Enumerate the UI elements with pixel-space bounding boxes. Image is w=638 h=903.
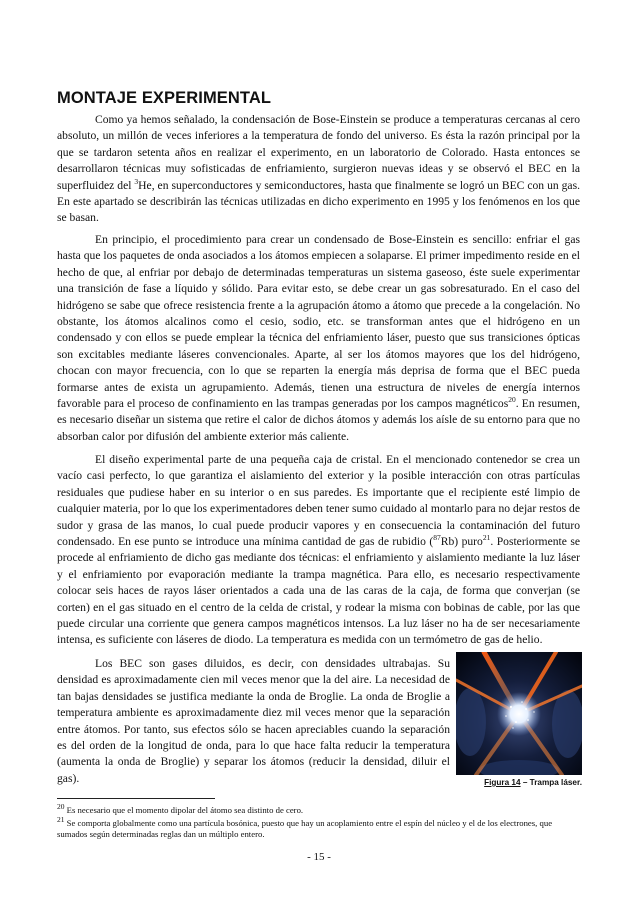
- paragraph-1-text-a: Como ya hemos señalado, la condensación de Bose-Einstein se produce a temperaturas cercanas al cero absoluto, un millón de veces inferiores a la temperatura de fondo del universo. Es ésta la razón principal por la que se tardaron setenta años en realizar el experimento, en un laboratorio de Colorado. Hasta entonces se desarrollaron técnicas muy sofisticadas de enfriamiento, surgieron nuevas ideas y se observó el BEC en la superfluidez del: [57, 113, 580, 192]
- paragraph-1-text-b: He, en superconductores y semiconductores, hasta que finalmente se logró un BEC con un gas. En este apartado se describirán las técnicas utilizadas en dicho experimento en 1995 y los fenómenos en los que se basan.: [57, 178, 580, 225]
- footnote-number: 20: [57, 802, 65, 812]
- paragraph-3: [57, 452, 580, 649]
- superscript-he3: 3: [134, 176, 139, 186]
- paragraph-4: [57, 656, 450, 787]
- paragraph-4-text: Los BEC son gases diluidos, es decir, con densidades ultrabajas. Su densidad es aproximadamente cien mil veces menor que la del aire. La necesidad de tan bajas densidades se justifica mediante la onda de Broglie. La onda de Broglie a temperatura ambiente es aproximadamente diez mil veces menor que la separación entre átomos. Por tanto, sus efectos sólo se hacen apreciables cuando la separación es del orden de la longitud de onda, para lo que hace falta reducir la temperatura (aumenta la onda de Broglie) y separar los átomos (reducir la densidad, diluir el gas).: [57, 657, 450, 785]
- paragraph-2-text-b: . En resumen, es necesario diseñar un sistema que retire el calor de dichos átomos y además los aísle de su entorno para que no absorban calor por difusión del ambiente exterior más caliente.: [57, 397, 580, 443]
- laser-trap-figure: [456, 652, 582, 775]
- paragraph-2: [57, 232, 580, 445]
- paragraph-3-text-c: . Posteriormente se procede al enfriamiento de dicho gas mediante dos técnicas: el enfriamiento y aislamiento mediante la luz láser y el enfriamiento por evaporación mediante la trampa magnética. Para ello, es necesario respectivamente colocar seis haces de rayos láser orientados a cada una de las caras de la caja, de forma que converjan (se corten) en el gas situado en el centro de la celda de cristal, y rodear la misma con bobinas de cable, por las que puede circular una corriente que genera campos magnéticos intensos. La luz láser no ha de ser necesariamente intensa, es suficiente con láseres de diodo. La temperatura es medida con un termómetro de gas de helio.: [57, 535, 581, 647]
- section-heading: MONTAJE EXPERIMENTAL: [57, 89, 272, 107]
- footnote-ref-21[interactable]: 21: [482, 533, 491, 543]
- figure-caption: [458, 778, 582, 787]
- page-number: - 15 -: [307, 851, 331, 863]
- footnote-20: [57, 802, 580, 817]
- footnote-number: 21: [57, 814, 65, 824]
- paragraph-3-text-a: El diseño experimental parte de una pequeña caja de cristal. En el mencionado contenedor se crea un vacío casi perfecto, lo que garantiza el aislamiento del exterior y la posible interacción con otras partículas residuales que pudiese haber en su interior o en sus paredes. Es importante que el recipiente esté limpio de cualquier materia, por lo que los experimentadores deben tener sumo cuidado al montarlo para no dejar restos de sudor y grasa de las manos, lo cual puede producir vapores y en consecuencia la contaminación del futuro condensado. En ese punto se introduce una mínima cantidad de gas de rubidio (: [57, 453, 580, 549]
- footnote-text: Se comporta globalmente como una partícula bosónica, puesto que hay un acoplamiento entre el espín del núcleo y el de los electrones, que sumados según determinadas reglas dan un múltiplo entero.: [57, 817, 553, 839]
- paragraph-2-text-a: En principio, el procedimiento para crear un condensado de Bose-Einstein es sencillo: enfriar el gas hasta que los paquetes de onda asociados a los átomos empiecen a solaparse. El primer impedimento reside en el hecho de que, al enfriar por debajo de determinadas temperaturas un sistema gaseoso, éste suele experimentar una transición de fase a líquido y sólido. Para evitar esto, se debe crear un gas sobresaturado. En el caso del hidrógeno se sabe que ofrece resistencia frente a la agrupación átomo a átomo que precede a la congelación. No obstante, los átomos alcalinos como el cesio, sodio, etc. se transforman antes que el hidrógeno en un condensado y con ellos se puede emplear la técnica del enfriamiento láser, puesto que sus transiciones ópticas son excitables mediante láseres convencionales. Aparte, al ser los átomos mayores que los del hidrógeno, chocan con mayor frecuencia, con lo que se reparten la energía más deprisa de forma que el BEC pueda formarse antes de exista un agrupamiento. Además, tienen una estructura de niveles de energía internos favorable para el proceso de confinamiento en las trampas generadas por los campos magnéticos: [57, 233, 580, 411]
- paragraph-1: [57, 112, 580, 227]
- footnote-21: [57, 814, 580, 841]
- paragraph-3-text-b: Rb) puro: [440, 535, 483, 549]
- footnotes: [57, 802, 580, 842]
- footnote-separator: [57, 798, 215, 799]
- figure-label: Figura 14: [484, 778, 521, 787]
- footnote-text: Es necesario que el momento dipolar del átomo sea distinto de cero.: [66, 805, 304, 815]
- laser-trap-image: [456, 652, 582, 775]
- figure-caption-text: – Trampa láser.: [520, 778, 582, 787]
- superscript-rb87: 87: [433, 533, 441, 543]
- footnote-ref-20[interactable]: 20: [508, 395, 516, 405]
